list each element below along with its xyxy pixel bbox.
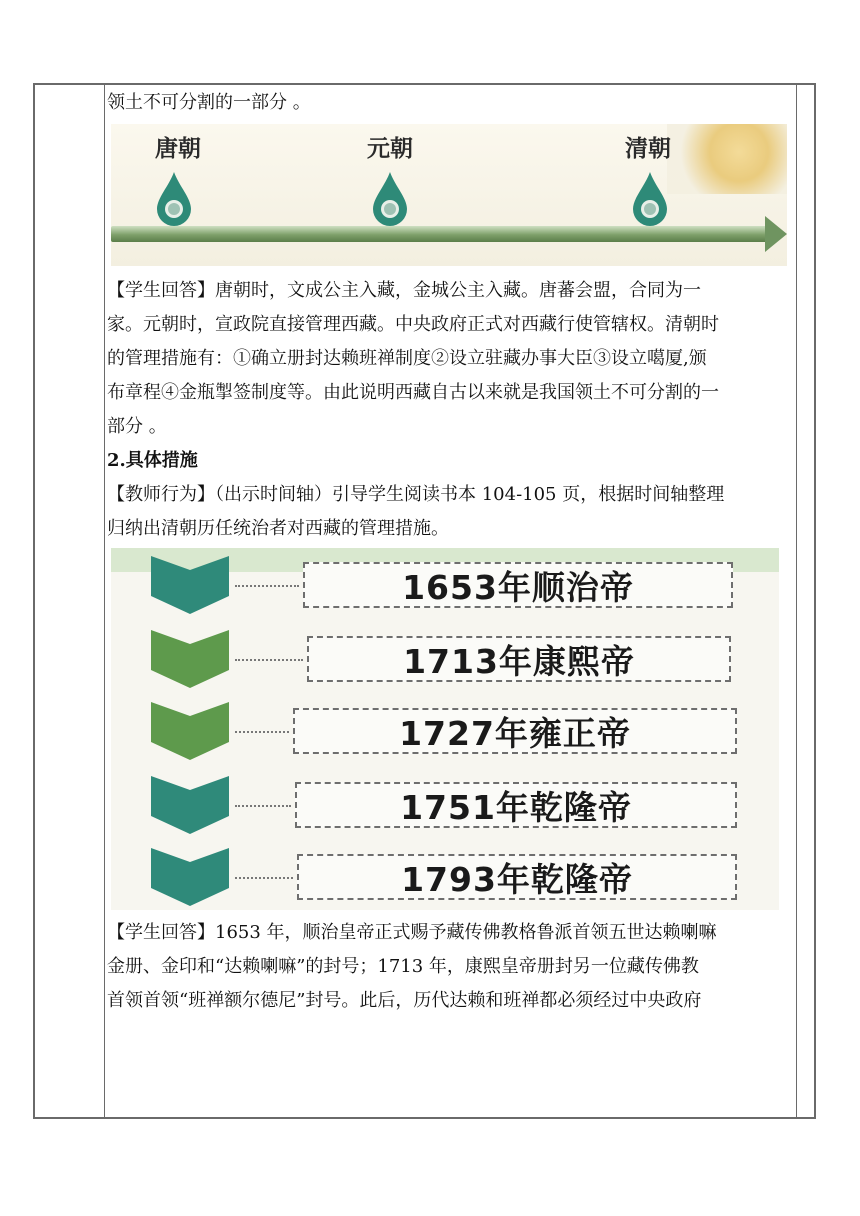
student-answer-1-line-2: 家。元朝时，宣政院直接管理西藏。中央政府正式对西藏行使管辖权。清朝时 xyxy=(107,314,719,335)
chevron-down-icon xyxy=(151,776,229,834)
qing-timeline-entry: 1727年雍正帝 xyxy=(293,708,737,754)
content-cell xyxy=(107,86,795,1018)
timeline-arrow-head xyxy=(765,216,787,252)
student-answer-1-line-3: 的管理措施有：①确立册封达赖班禅制度②设立驻藏办事大臣③设立噶厦,颁 xyxy=(107,348,707,369)
student-answer-2-line-1: 【学生回答】1653 年，顺治皇帝正式赐予藏传佛教格鲁派首领五世达赖喇嘛 xyxy=(107,922,717,943)
map-fragment xyxy=(667,124,787,194)
timeline-drop-marker xyxy=(373,172,407,226)
qing-timeline-entry: 1653年顺治帝 xyxy=(303,562,733,608)
dynasty-label-qing: 清朝 xyxy=(625,136,671,162)
chevron-down-icon xyxy=(151,702,229,760)
student-answer-1-line-1: 【学生回答】唐朝时，文成公主入藏，金城公主入藏。唐蕃会盟，合同为一 xyxy=(107,280,701,301)
column-divider-right xyxy=(796,83,797,1119)
student-answer-1-line-4: 布章程④金瓶掣签制度等。由此说明西藏自古以来就是我国领土不可分割的一 xyxy=(107,382,719,403)
timeline-drop-marker xyxy=(157,172,191,226)
paragraph-intro: 领土不可分割的一部分 。 xyxy=(107,92,311,113)
timeline-arrow-bar xyxy=(111,226,771,242)
teacher-action-line-1: 【教师行为】（出示时间轴）引导学生阅读书本 104-105 页，根据时间轴整理 xyxy=(107,484,725,505)
teacher-action-line-2: 归纳出清朝历任统治者对西藏的管理措施。 xyxy=(107,518,449,539)
chevron-down-icon xyxy=(151,556,229,614)
qing-timeline-image xyxy=(111,548,779,910)
student-answer-1-line-5: 部分 。 xyxy=(107,416,167,437)
column-divider-left xyxy=(104,83,105,1119)
connector-dotted-line xyxy=(235,585,299,587)
qing-timeline-entry: 1793年乾隆帝 xyxy=(297,854,737,900)
connector-dotted-line xyxy=(235,877,293,879)
qing-timeline-entry: 1713年康熙帝 xyxy=(307,636,731,682)
dynasty-timeline-image xyxy=(111,124,787,266)
connector-dotted-line xyxy=(235,731,289,733)
section-heading: 2.具体措施 xyxy=(107,450,198,471)
student-answer-2-line-3: 首领首领“班禅额尔德尼”封号。此后，历代达赖和班禅都必须经过中央政府 xyxy=(107,990,702,1011)
chevron-down-icon xyxy=(151,630,229,688)
dynasty-label-yuan: 元朝 xyxy=(367,136,413,162)
chevron-down-icon xyxy=(151,848,229,906)
dynasty-label-tang: 唐朝 xyxy=(155,136,201,162)
timeline-drop-marker xyxy=(633,172,667,226)
connector-dotted-line xyxy=(235,805,291,807)
connector-dotted-line xyxy=(235,659,303,661)
qing-timeline-entry: 1751年乾隆帝 xyxy=(295,782,737,828)
student-answer-2-line-2: 金册、金印和“达赖喇嘛”的封号；1713 年，康熙皇帝册封另一位藏传佛教 xyxy=(107,956,699,977)
